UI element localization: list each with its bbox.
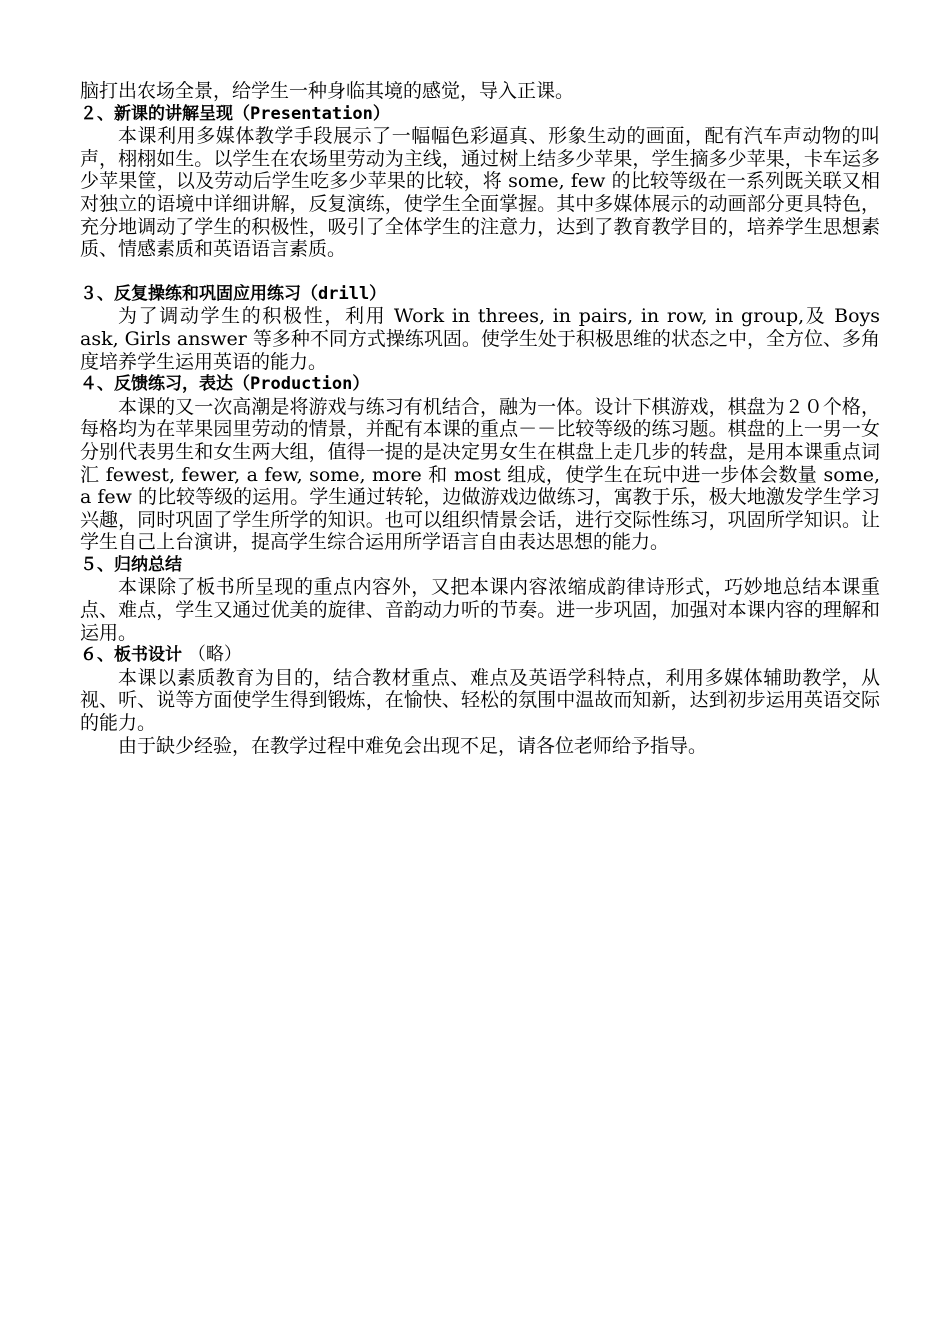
intro-paragraph-tail: 脑打出农场全景，给学生一种身临其境的感觉，导入正课。 bbox=[80, 80, 575, 102]
section-5-heading bbox=[80, 554, 880, 577]
section-3-title: 反复操练和巩固应用练习 bbox=[114, 283, 301, 304]
section-4-title-en: （Production） bbox=[233, 374, 370, 395]
section-4-number: ４、 bbox=[80, 374, 114, 395]
section-3-heading bbox=[80, 283, 880, 306]
section-6-title: 板书设计 bbox=[114, 645, 182, 666]
section-2-number: ２、 bbox=[80, 103, 114, 124]
section-6-heading bbox=[80, 644, 880, 667]
section-4-heading bbox=[80, 373, 880, 396]
section-3-number: ３、 bbox=[80, 283, 114, 304]
section-2-heading bbox=[80, 103, 880, 126]
section-5-number: ５、 bbox=[80, 554, 114, 575]
section-6-note: （略） bbox=[187, 644, 242, 666]
section-6-number: ６、 bbox=[80, 645, 114, 666]
section-5-paragraph: 本课除了板书所呈现的重点内容外，又把本课内容浓缩成韵律诗形式，巧妙地总结本课重点、难点，学生又通过优美的旋律、音韵动力听的节奏。进一步巩固，加强对本课内容的理解和运用。 bbox=[80, 576, 880, 644]
section-2-title: 新课的讲解呈现 bbox=[114, 103, 233, 124]
section-4-title: 反馈练习，表达 bbox=[114, 374, 233, 395]
section-3-title-en: （drill） bbox=[301, 283, 387, 304]
section-2-paragraph: 本课利用多媒体教学手段展示了一幅幅色彩逼真、形象生动的画面，配有汽车声动物的叫声，栩栩如生。以学生在农场里劳动为主线，通过树上结多少苹果，学生摘多少苹果，卡车运多少苹果筐，以及劳动后学生吃多少苹果的比较，将 some, few 的比较等级在一系列既关联又相对独立的语境中详细讲解，反复演练，使学生全面掌握。其中多媒体展示的动画部分更具特色，充分地调动了学生的积极性，吸引了全体学生的注意力，达到了教育教学目的，培养学生思想素质、情感素质和英语语言素质。 bbox=[80, 125, 880, 261]
section-4-paragraph: 本课的又一次高潮是将游戏与练习有机结合，融为一体。设计下棋游戏，棋盘为２０个格，每格均为在苹果园里劳动的情景，并配有本课的重点－－比较等级的练习题。棋盘的上一男一女分别代表男生和女生两大组，值得一提的是决定男女生在棋盘上走几步的转盘，是用本课重点词汇 fewest, fewer, a few, some, more 和 most 组成，使学生在玩中进一步体会数量 some, a few 的比较等级的运用。学生通过转轮，边做游戏边做练习，寓教于乐，极大地激发学生学习兴趣，同时巩固了学生所学的知识。也可以组织情景会话，进行交际性练习，巩固所学知识。让学生自己上台演讲，提高学生综合运用所学语言自由表达思想的能力。 bbox=[80, 395, 880, 554]
section-2-title-en: （Presentation） bbox=[233, 103, 390, 124]
blank-line bbox=[80, 261, 880, 283]
section-5-title: 归纳总结 bbox=[114, 554, 182, 575]
document-body bbox=[80, 80, 880, 757]
section-3-paragraph: 为了调动学生的积极性，利用 Work in threes, in pairs, in row, in group,及 Boys ask, Girls answer 等多种不同方式操练巩固。使学生处于积极思维的状态之中，全方位、多角度培养学生运用英语的能力。 bbox=[80, 305, 880, 373]
section-6-paragraph: 本课以素质教育为目的，结合教材重点、难点及英语学科特点，利用多媒体辅助教学，从视、听、说等方面使学生得到锻炼，在愉快、轻松的氛围中温故而知新，达到初步运用英语交际的能力。 bbox=[80, 666, 880, 735]
closing-paragraph: 由于缺少经验，在教学过程中难免会出现不足，请各位老师给予指导。 bbox=[118, 734, 708, 757]
